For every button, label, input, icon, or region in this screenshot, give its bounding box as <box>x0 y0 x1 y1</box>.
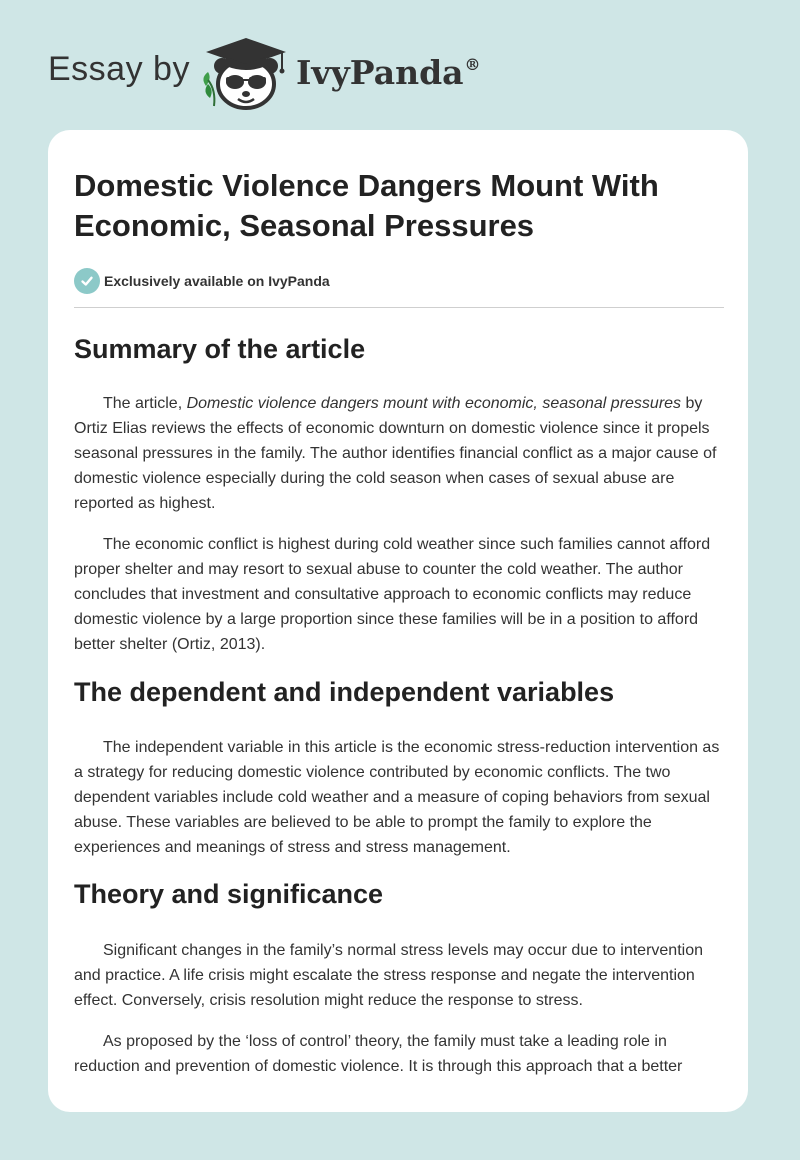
paragraph: The independent variable in this article is the economic stress-reduction intervention as a strategy for reducing domestic violence contributed by economic conflicts. The two dependent variables include cold weather and a measure of coping behaviors from sexual abuse. These variables are believed to be able to prompt the family to explore the experiences and meanings of stress and stress management. <box>74 739 720 856</box>
brand-text: IvyPanda <box>296 53 464 92</box>
brand-name[interactable] <box>296 53 480 92</box>
paragraph-text: The article, <box>103 395 187 412</box>
exclusive-text: Exclusively available on IvyPanda <box>104 273 330 289</box>
paragraph: As proposed by the ‘loss of control’ theory, the family must take a leading role in reduction and prevention of domestic violence. It is through this approach that a better <box>74 1033 683 1075</box>
section-heading-variables: The dependent and independent variables <box>74 677 615 707</box>
exclusive-badge <box>74 268 724 294</box>
section-heading-theory: Theory and significance <box>74 879 384 909</box>
paragraph <box>74 391 724 516</box>
paragraph: Significant changes in the family’s normal stress levels may occur due to intervention and practice. A life crisis might escalate the stress response and negate the intervention effect. Conversely, crisis resolution might reduce the response to stress. <box>74 942 703 1009</box>
paragraph-text: by Ortiz Elias reviews the effects of economic downturn on domestic violence since it propels seasonal pressures in the family. The author identifies financial conflict as a major cause of domestic violence especially during the cold season when cases of sexual abuse are reported as highest. <box>74 395 717 512</box>
divider <box>74 307 724 308</box>
essay-by-label: Essay by <box>48 50 190 88</box>
paragraph: The economic conflict is highest during cold weather since such families cannot afford proper shelter and may resort to sexual abuse to counter the cold weather. The author concludes that investment and consultative approach to economic conflicts may reduce domestic violence by a large proportion since these families will be in a position to afford better shelter (Ortiz, 2013). <box>74 536 711 653</box>
panda-graduate-icon[interactable] <box>200 36 292 110</box>
essay-card <box>48 130 748 1112</box>
registered-mark: ® <box>464 55 481 74</box>
site-header <box>0 0 800 130</box>
check-icon <box>74 268 100 294</box>
section-heading-summary: Summary of the article <box>74 334 366 364</box>
page-title: Domestic Violence Dangers Mount With Economic, Seasonal Pressures <box>74 168 659 243</box>
essay-content <box>74 166 724 1079</box>
article-title-italic: Domestic violence dangers mount with economic, seasonal pressures <box>186 395 682 412</box>
